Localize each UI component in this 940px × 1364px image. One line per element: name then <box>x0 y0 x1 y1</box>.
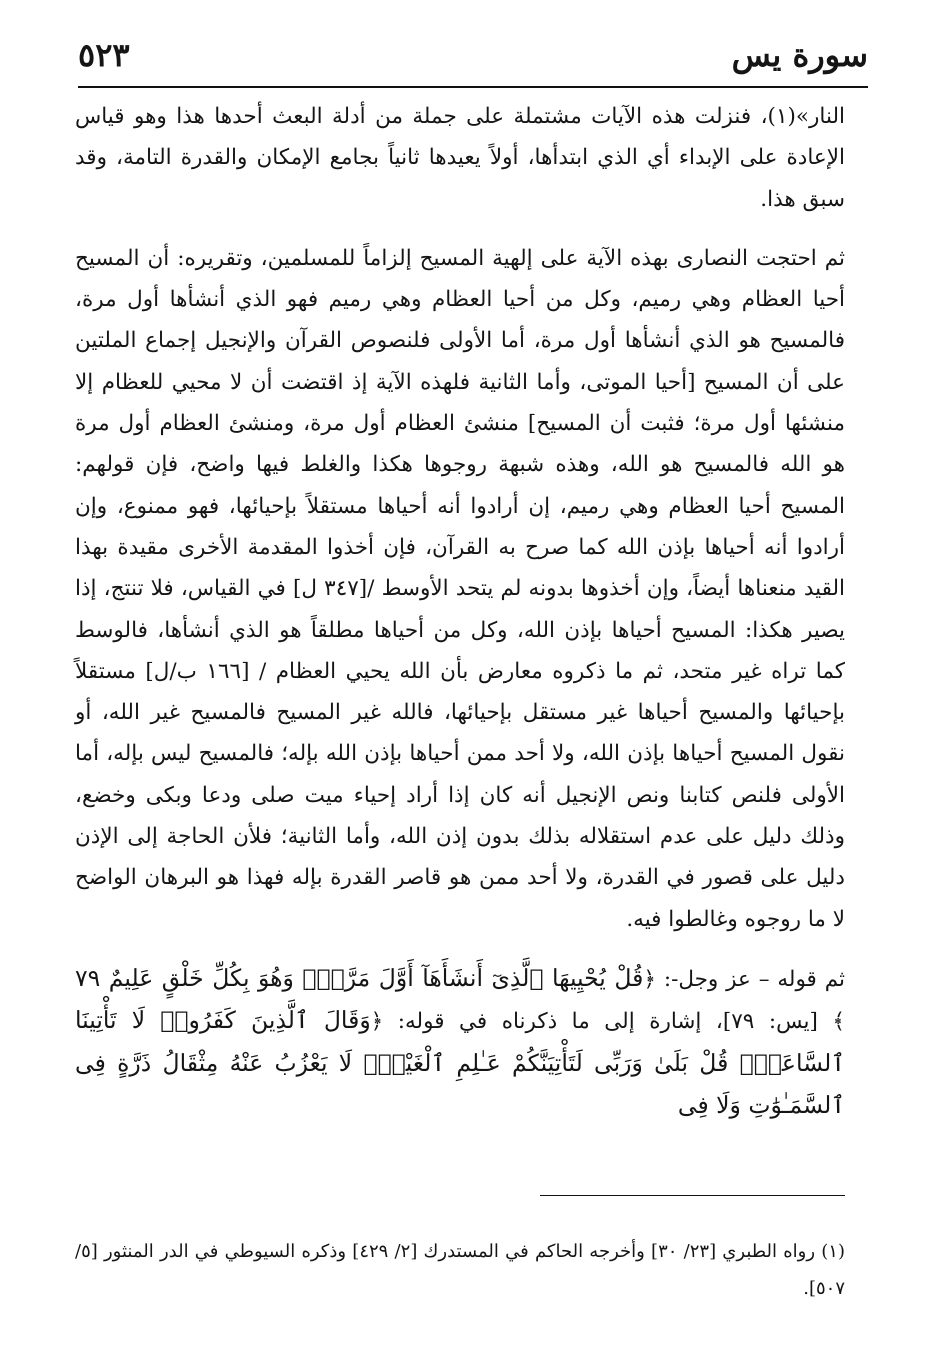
main-text <box>75 96 845 1127</box>
paragraph-1: النار»(١)، فنزلت هذه الآيات مشتملة على جملة من أدلة البعث أحدها هذا وهو قياس الإعادة على الإبداء أي الذي ابتدأها، أولاً يعيدها ثانياً بجامع الإمكان والقدرة التامة، وقد سبق هذا. <box>75 104 845 212</box>
quran-verse-saba: وَقَالَ ٱلَّذِينَ كَفَرُوا۟ لَا تَأْتِينَا ٱلسَّاعَةُۖ قُلْ بَلَىٰ وَرَبِّى لَتَأْتِيَنَّكُمْ عَـٰلِمِ ٱلْغَيْبِۖ لَا يَعْزُبُ عَنْهُ مِثْقَالُ ذَرَّةٍ فِى ٱلسَّمَـٰوَٰتِ وَلَا فِى <box>75 1006 845 1119</box>
paragraph-2: ثم احتجت النصارى بهذه الآية على إلهية المسيح إلزاماً للمسلمين، وتقريره: أن المسيح أحيا العظام وهي رميم، وكل من أحيا العظام وهي رميم فهو الذي أنشأها أول مرة، فالمسيح هو الذي أنشأها أول مرة، أما الأولى فلنصوص القرآن والإنجيل إجماع الملتين على أن المسيح [أحيا الموتى، وأما الثانية فلهذه الآية إذ اقتضت أن لا محيي للعظام إلا منشئها أول مرة؛ فثبت أن المسيح] منشئ العظام أول مرة، ومنشئ العظام أول مرة هو الله فالمسيح هو الله، وهذه شبهة روجوها هكذا والغلط فيها واضح، فإن قولهم: المسيح أحيا العظام وهي رميم، إن أرادوا أنه أحياها مستقلاً بإحيائها، فهو ممنوع، وإن أرادوا أنه أحياها بإذن الله كما صرح به القرآن، فإن أخذوا المقدمة الأخرى مقيدة بهذا القيد منعناها أيضاً، وإن أخذوها بدونه لم يتحد الأوسط /[٣٤٧ ل] في القياس، فلا تنتج، إذا يصير هكذا: المسيح أحياها بإذن الله، وكل من أحياها مطلقاً هو الذي أنشأها، فالوسط كما تراه غير متحد، ثم ما ذكروه معارض بأن الله يحيي العظام / [١٦٦ ب/ل] مستقلاً بإحيائها والمسيح أحياها غير مستقل بإحيائها، فالله غير المسيح فالمسيح غير الله، أو نقول المسيح أحياها بإذن الله، ولا أحد ممن أحياها بإذن الله بإله؛ فالمسيح ليس بإله، أما الأولى فلنص كتابنا ونص الإنجيل أنه كان إذا أراد إحياء ميت صلى ودعا وبكى وخضع، وذلك دليل على عدم استقلاله بذلك بدون إذن الله، وأما الثانية؛ فلأن الحاجة إلى الإذن دليل على قصور في القدرة، ولا أحد ممن هو قاصر القدرة بإله فهذا هو البرهان الواضح لا ما روجوه وغالطوا فيه. <box>75 245 846 932</box>
paragraph-3 <box>75 958 845 1127</box>
footnote-divider <box>540 1195 845 1196</box>
header-divider <box>78 86 868 88</box>
surah-title: سورة يس <box>731 36 868 74</box>
footnote: (١) رواه الطبري [٢٣/ ٣٠] وأخرجه الحاكم في المستدرك [٢/ ٤٢٩] وذكره السيوطي في الدر المنثور [٥/ ٥٠٧]. <box>75 1241 845 1299</box>
page-header <box>78 30 868 82</box>
quran-verse-79: قُلْ يُحْيِيهَا ٱلَّذِىٓ أَنشَأَهَآ أَوَّلَ مَرَّةٍۖ وَهُوَ بِكُلِّ خَلْقٍ عَلِيمٌ ٧٩ <box>75 963 644 992</box>
page-number: ٥٢٣ <box>78 36 130 74</box>
paragraph-3-intro: ثم قوله – عز وجل-: ﴿ <box>643 966 845 992</box>
paragraph-3-middle: ﴾ [يس: ٧٩]، إشارة إلى ما ذكرناه في قوله: ﴿ <box>370 1009 845 1035</box>
